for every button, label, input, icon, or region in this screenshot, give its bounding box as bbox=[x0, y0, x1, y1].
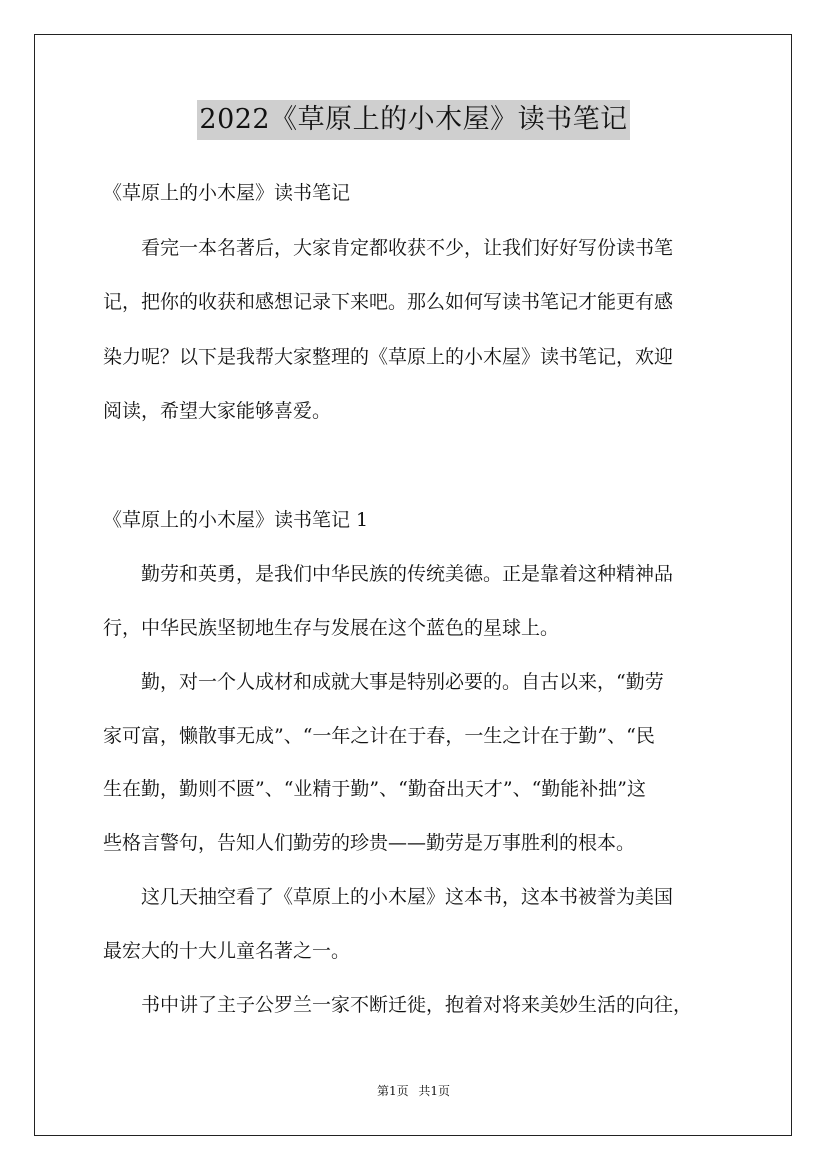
paragraph-line: 勤，对一个人成材和成就大事是特别必要的。自古以来，“勤劳 bbox=[141, 671, 664, 693]
paragraph-line: 书中讲了主子公罗兰一家不断迁徙，抱着对将来美妙生活的向往， bbox=[141, 994, 693, 1016]
paragraph-line: 家可富，懒散事无成”、“一年之计在于春，一生之计在于勤”、“民 bbox=[103, 725, 655, 747]
paragraph-line: 看完一本名著后，大家肯定都收获不少，让我们好好写份读书笔 bbox=[141, 237, 674, 259]
paragraph-line: 行，中华民族坚韧地生存与发展在这个蓝色的星球上。 bbox=[103, 617, 560, 639]
paragraph-line: 这几天抽空看了《草原上的小木屋》这本书，这本书被誉为美国 bbox=[141, 886, 674, 908]
paragraph-line: 阅读，希望大家能够喜爱。 bbox=[103, 400, 332, 422]
page-total: 共1页 bbox=[418, 1084, 451, 1098]
paragraph-line: 染力呢？以下是我帮大家整理的《草原上的小木屋》读书笔记，欢迎 bbox=[103, 346, 674, 368]
paragraph-line: 勤劳和英勇，是我们中华民族的传统美德。正是靠着这种精神品 bbox=[141, 563, 674, 585]
paragraph-line: 生在勤，勤则不匮”、“业精于勤”、“勤奋出天才”、“勤能补拙”这 bbox=[103, 778, 646, 800]
page-footer bbox=[0, 1083, 827, 1099]
document-title: 2022《草原上的小木屋》读书笔记 bbox=[197, 100, 629, 140]
section-heading: 《草原上的小木屋》读书笔记 1 bbox=[103, 509, 369, 531]
paragraph-line: 些格言警句，告知人们勤劳的珍贵——勤劳是万事胜利的根本。 bbox=[103, 832, 636, 854]
paragraph-line: 最宏大的十大儿童名著之一。 bbox=[103, 940, 351, 962]
subtitle-line: 《草原上的小木屋》读书笔记 bbox=[103, 182, 351, 204]
page-number: 第1页 bbox=[376, 1084, 409, 1098]
paragraph-line: 记，把你的收获和感想记录下来吧。那么如何写读书笔记才能更有感 bbox=[103, 291, 674, 313]
title-wrap bbox=[0, 100, 827, 140]
